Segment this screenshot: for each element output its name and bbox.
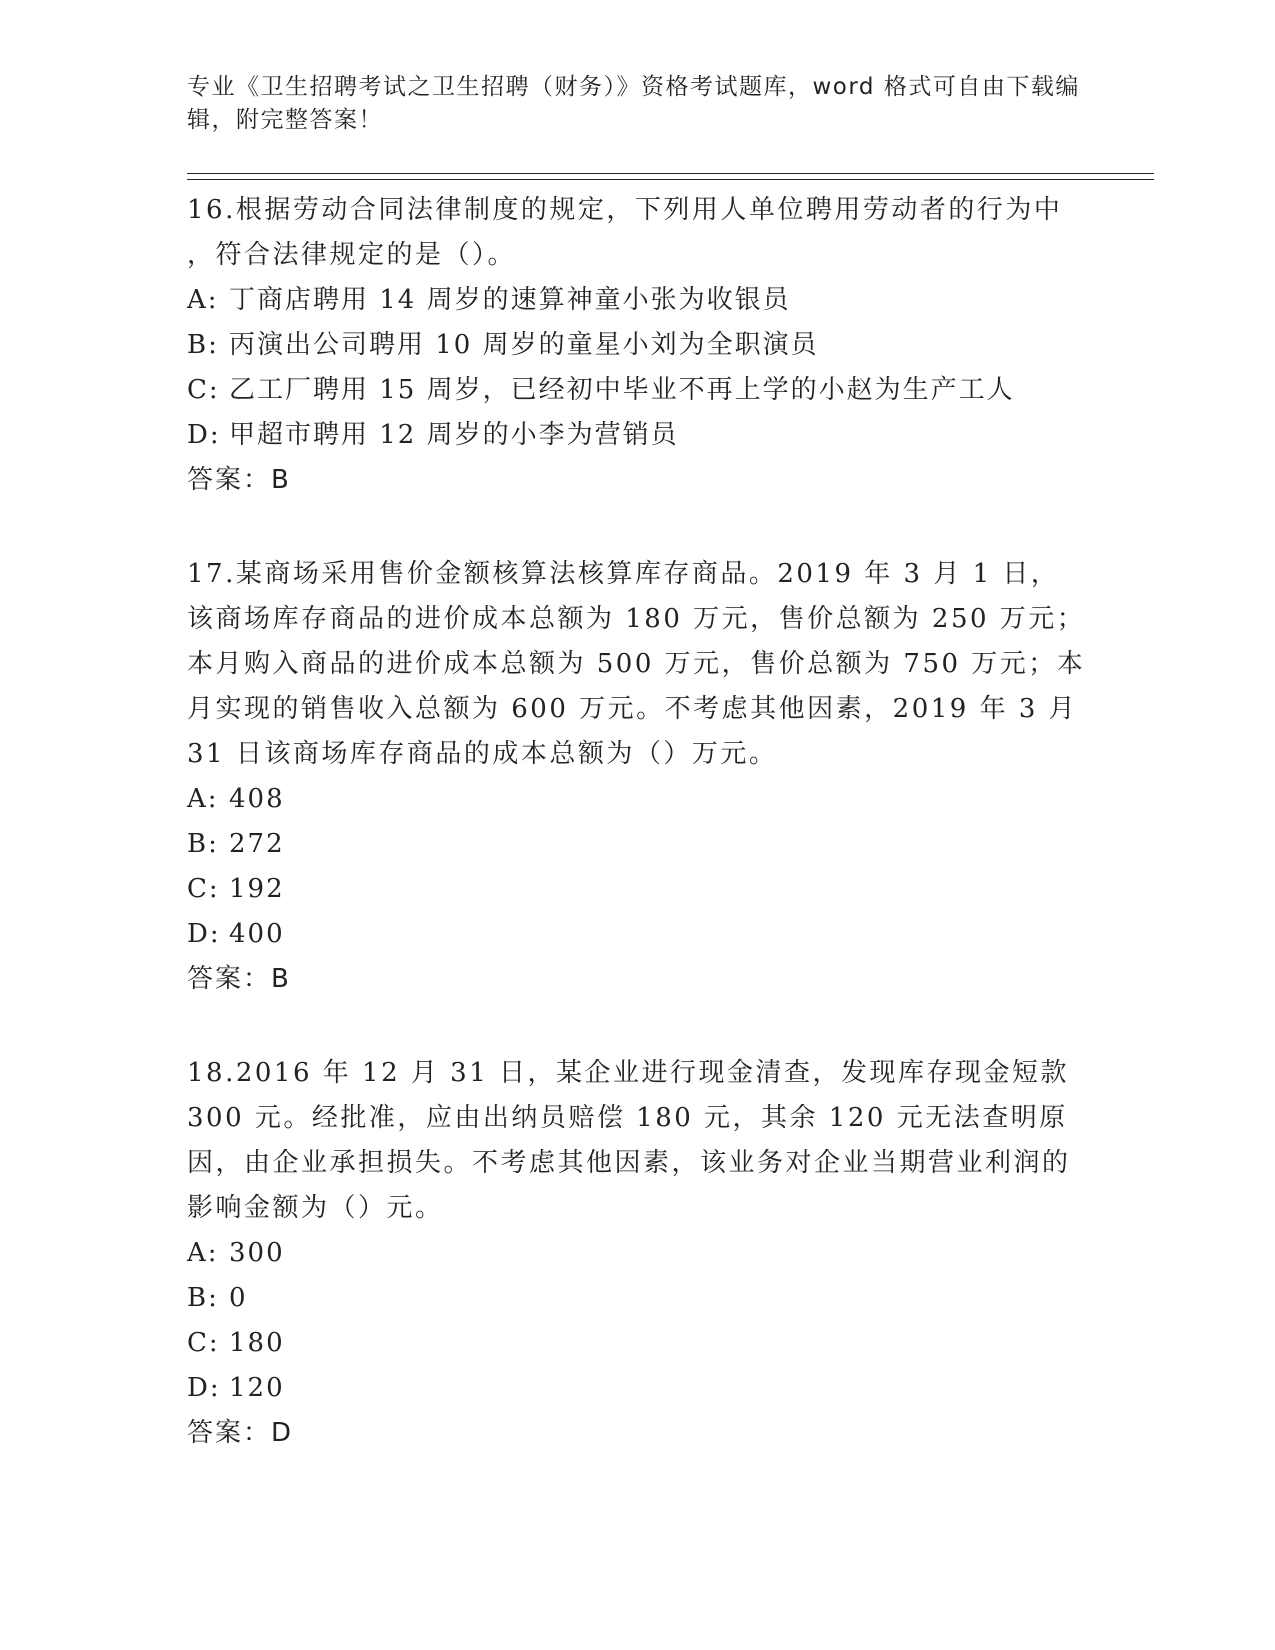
option-text: 408 xyxy=(229,784,285,814)
header-divider-top xyxy=(187,173,1154,174)
option-text: 丙演出公司聘用 10 周岁的童星小刘为全职演员 xyxy=(229,330,819,360)
question-17 xyxy=(187,552,1087,1002)
option-text: 甲超市聘用 12 周岁的小李为营销员 xyxy=(229,420,679,450)
option-text: 180 xyxy=(229,1328,285,1358)
option-c xyxy=(187,867,1087,912)
answer-line: 答案：B xyxy=(187,964,291,994)
option-letter: A: xyxy=(187,1238,219,1268)
option-text: 乙工厂聘用 15 周岁，已经初中毕业不再上学的小赵为生产工人 xyxy=(229,375,1015,405)
option-text: 300 xyxy=(229,1238,285,1268)
option-d xyxy=(187,1366,1087,1411)
option-letter: D: xyxy=(187,1373,221,1403)
answer-line: 答案：D xyxy=(187,1418,294,1448)
option-text: 272 xyxy=(229,829,285,859)
header-divider-bottom xyxy=(187,179,1154,180)
option-text: 120 xyxy=(229,1373,285,1403)
option-text: 丁商店聘用 14 周岁的速算神童小张为收银员 xyxy=(229,285,791,315)
option-d xyxy=(187,413,1087,458)
option-d xyxy=(187,912,1087,957)
option-letter: B: xyxy=(187,1283,219,1313)
question-stem: 16.根据劳动合同法律制度的规定，下列用人单位聘用劳动者的行为中 ，符合法律规定的是（）。 xyxy=(187,195,1063,270)
option-c xyxy=(187,1321,1087,1366)
option-c xyxy=(187,368,1087,413)
option-letter: B: xyxy=(187,829,219,859)
option-letter: A: xyxy=(187,285,219,315)
option-text: 400 xyxy=(229,919,285,949)
option-a xyxy=(187,278,1087,323)
option-text: 192 xyxy=(229,874,285,904)
document-header: 专业《卫生招聘考试之卫生招聘（财务）》资格考试题库，word 格式可自由下载编辑，附完整答案！ xyxy=(187,74,1080,133)
option-letter: D: xyxy=(187,420,221,450)
option-b xyxy=(187,323,1087,368)
answer-line: 答案：B xyxy=(187,465,291,495)
option-letter: A: xyxy=(187,784,219,814)
question-stem: 18.2016 年 12 月 31 日，某企业进行现金清查，发现库存现金短款 300 元。经批准，应由出纳员赔偿 180 元，其余 120 元无法查明原因，由企业承担损失。不考虑其他因素，该业务对企业当期营业利润的影响金额为（）元。 xyxy=(187,1058,1080,1223)
question-16 xyxy=(187,188,1087,503)
question-stem: 17.某商场采用售价金额核算法核算库存商品。2019 年 3 月 1 日，该商场库存商品的进价成本总额为 180 万元，售价总额为 250 万元；本月购入商品的进价成本总额为 500 万元，售价总额为 750 万元；本月实现的销售收入总额为 600 万元。不考虑其他因素，2019 年 3 月 31 日该商场库存商品的成本总额为（）万元。 xyxy=(187,559,1088,769)
option-letter: C: xyxy=(187,375,220,405)
option-letter: C: xyxy=(187,1328,220,1358)
option-letter: C: xyxy=(187,874,220,904)
option-letter: D: xyxy=(187,919,221,949)
option-text: 0 xyxy=(229,1283,248,1313)
option-a xyxy=(187,1231,1087,1276)
option-a xyxy=(187,777,1087,822)
option-letter: B: xyxy=(187,330,219,360)
question-18 xyxy=(187,1051,1087,1456)
option-b xyxy=(187,822,1087,867)
option-b xyxy=(187,1276,1087,1321)
